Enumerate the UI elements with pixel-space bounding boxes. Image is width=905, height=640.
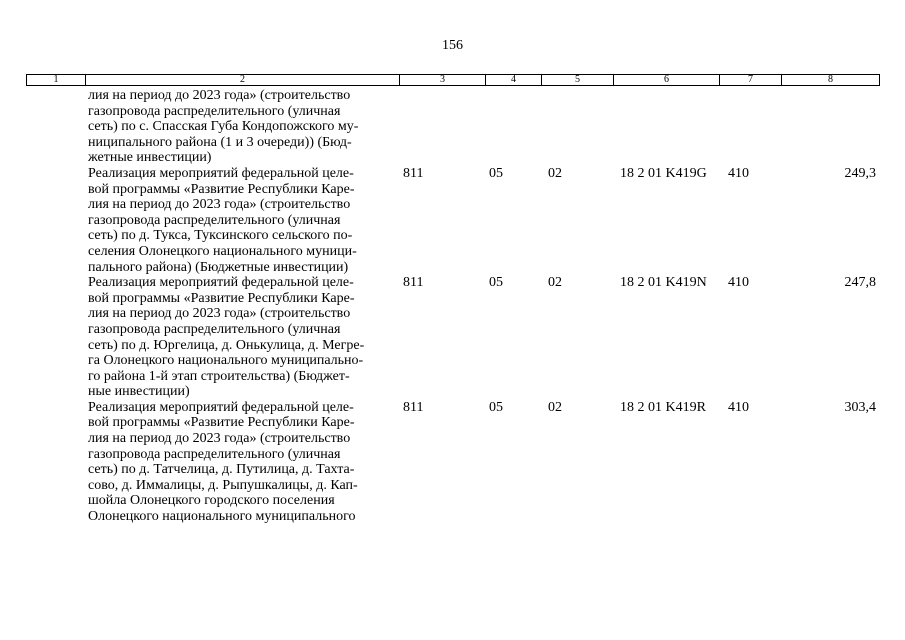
description-line: лия на период до 2023 года» (строительство [88, 306, 351, 322]
header-cell-2: 2 [85, 75, 399, 85]
description-line: газопровода распределительного (уличная [88, 103, 341, 119]
expense-type-code: 410 [728, 275, 749, 291]
description-line: газопровода распределительного (уличная [88, 446, 341, 462]
target-article-code: 18 2 01 K419N [620, 275, 707, 291]
table-row [26, 400, 880, 525]
description-line: Реализация мероприятий федеральной целе- [88, 399, 354, 415]
header-cell-8: 8 [781, 75, 879, 85]
department-code: 811 [403, 165, 424, 181]
expense-type-code: 410 [728, 399, 749, 415]
department-code: 811 [403, 399, 424, 415]
description-line: газопровода распределительного (уличная [88, 321, 341, 337]
description-line: ные инвестиции) [88, 384, 190, 400]
table-row [26, 88, 880, 166]
table-body [26, 88, 880, 525]
header-cell-5: 5 [541, 75, 613, 85]
header-cell-4: 4 [485, 75, 541, 85]
description-line: Реализация мероприятий федеральной целе- [88, 275, 354, 291]
description-line: Реализация мероприятий федеральной целе- [88, 165, 354, 181]
expense-type-code: 410 [728, 165, 749, 181]
subsection-code: 02 [548, 165, 562, 181]
description-line: го района 1-й этап строительства) (Бюджет- [88, 368, 350, 384]
description-line: сеть) по д. Тукса, Туксинского сельского по- [88, 228, 353, 244]
section-code: 05 [489, 399, 503, 415]
description-line: сеть) по д. Татчелица, д. Путилица, д. Тахта- [88, 462, 355, 478]
amount: 247,8 [844, 275, 876, 291]
table-row [26, 275, 880, 400]
description-line: лия на период до 2023 года» (строительство [88, 431, 351, 447]
description-line: ниципального района (1 и 3 очереди)) (Бюд- [88, 134, 352, 150]
description-line: пального района) (Бюджетные инвестиции) [88, 259, 349, 275]
header-cell-6: 6 [613, 75, 719, 85]
description-line: шойла Олонецкого городского поселения [88, 493, 335, 509]
department-code: 811 [403, 275, 424, 291]
description-line: лия на период до 2023 года» (строительство [88, 197, 351, 213]
subsection-code: 02 [548, 275, 562, 291]
section-code: 05 [489, 165, 503, 181]
target-article-code: 18 2 01 K419G [620, 165, 707, 181]
page-number: 156 [442, 38, 463, 53]
row-description [88, 88, 398, 166]
target-article-code: 18 2 01 K419R [620, 399, 706, 415]
description-line: сеть) по д. Юргелица, д. Онькулица, д. Мегре- [88, 337, 365, 353]
description-line: сеть) по с. Спасская Губа Кондопожского му- [88, 119, 359, 135]
description-line: жетные инвестиции) [88, 150, 212, 166]
row-description [88, 400, 398, 525]
section-code: 05 [489, 275, 503, 291]
description-line: вой программы «Развитие Республики Каре- [88, 181, 355, 197]
table-row [26, 166, 880, 275]
description-line: селения Олонецкого национального муници- [88, 243, 357, 259]
amount: 249,3 [844, 165, 876, 181]
description-line: вой программы «Развитие Республики Каре- [88, 415, 355, 431]
description-line: газопровода распределительного (уличная [88, 212, 341, 228]
description-line: вой программы «Развитие Республики Каре- [88, 290, 355, 306]
table-header-row [26, 74, 880, 86]
header-cell-3: 3 [399, 75, 485, 85]
row-description [88, 166, 398, 275]
description-line: Олонецкого национального муниципального [88, 509, 356, 525]
row-description [88, 275, 398, 400]
subsection-code: 02 [548, 399, 562, 415]
header-cell-7: 7 [719, 75, 781, 85]
description-line: га Олонецкого национального муниципально- [88, 353, 364, 369]
description-line: лия на период до 2023 года» (строительство [88, 88, 351, 103]
amount: 303,4 [844, 399, 876, 415]
header-cell-1: 1 [53, 75, 59, 85]
description-line: сово, д. Иммалицы, д. Рыпушкалицы, д. Кап- [88, 477, 358, 493]
